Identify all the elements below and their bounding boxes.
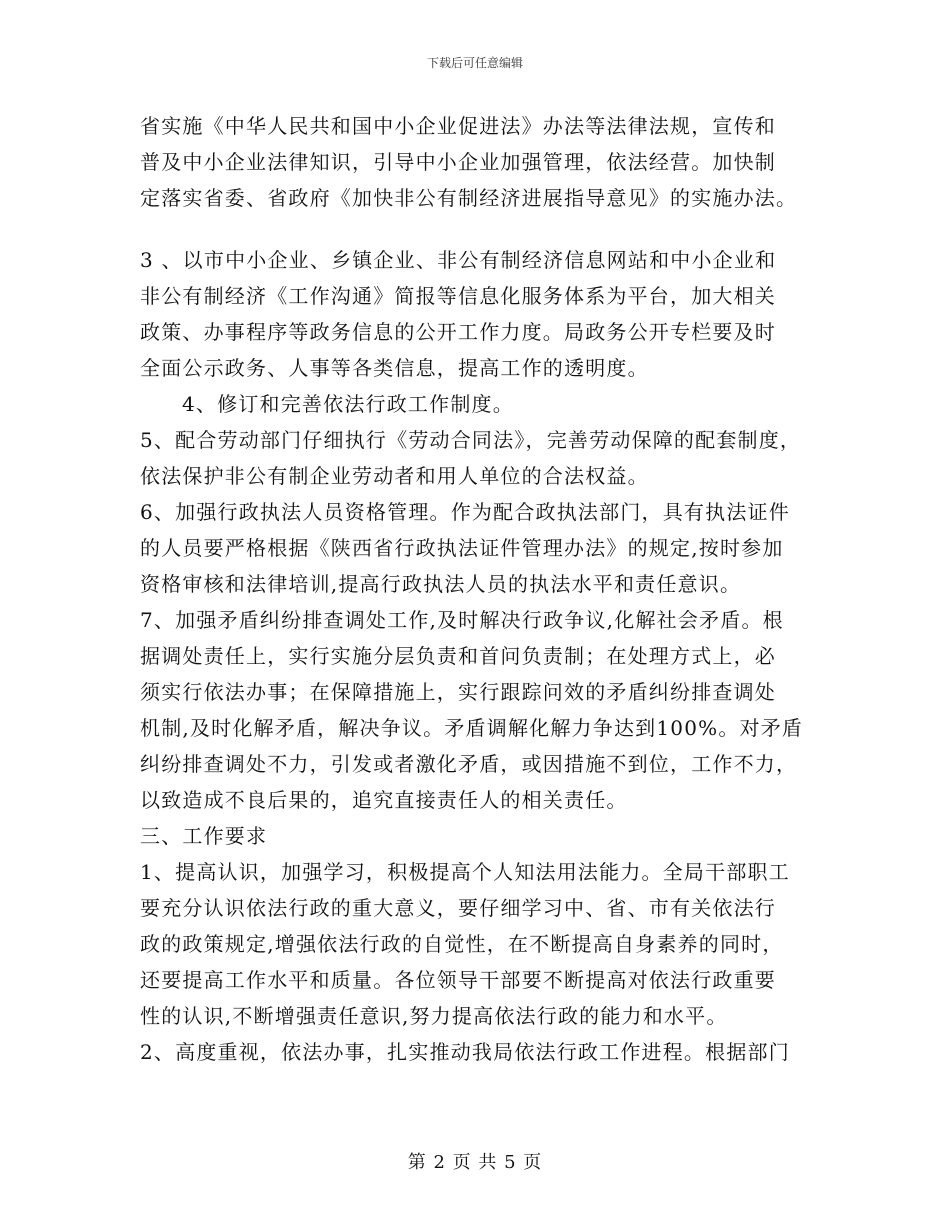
- text-line: 要充分认识依法行政的重大意义，要仔细学习中、省、市有关依法行: [140, 896, 776, 920]
- text-line: 依法保护非公有制企业劳动者和用人单位的合法权益。: [140, 464, 649, 488]
- text-line: 须实行依法办事；在保障措施上，实行跟踪问效的矛盾纠纷排查调处: [140, 680, 776, 704]
- text-line: 纠纷排查调处不力，引发或者激化矛盾，或因措施不到位，工作不力，: [140, 752, 798, 776]
- text-line: 以致造成不良后果的，追究直接责任人的相关责任。: [140, 788, 628, 812]
- section-heading: 三、工作要求: [140, 824, 268, 848]
- text-line: 全面公示政务、人事等各类信息，提高工作的透明度。: [140, 356, 649, 380]
- text-line: 非公有制经济《工作沟通》简报等信息化服务体系为平台，加大相关: [140, 284, 776, 308]
- text-line: 据调处责任上，实行实施分层负责和首问负责制；在处理方式上，必: [140, 644, 776, 668]
- text-line: 2、高度重视，依法办事，扎实推动我局依法行政工作进程。根据部门: [140, 1040, 790, 1064]
- page-number-footer: 第 2 页 共 5 页: [407, 1152, 543, 1173]
- text-line: 4、修订和完善依法行政工作制度。: [182, 392, 514, 416]
- text-line: 政的政策规定,增强依法行政的自觉性，在不断提高自身素养的同时，: [140, 932, 784, 956]
- text-line: 定落实省委、省政府《加快非公有制经济进展指导意见》的实施办法。: [140, 186, 798, 210]
- text-line: 6、加强行政执法人员资格管理。作为配合政执法部门，具有执法证件: [140, 500, 790, 524]
- text-line: 的人员要严格根据《陕西省行政执法证件管理办法》的规定,按时参加: [140, 536, 784, 560]
- text-line: 3 、以市中小企业、乡镇企业、非公有制经济信息网站和中小企业和: [140, 248, 777, 272]
- text-line: 5、配合劳动部门仔细执行《劳动合同法》，完善劳动保障的配套制度，: [140, 428, 802, 452]
- text-line: 1、提高认识，加强学习，积极提高个人知法用法能力。全局干部职工: [140, 860, 790, 884]
- text-line: 资格审核和法律培训,提高行政执法人员的执法水平和责任意识。: [140, 572, 742, 596]
- document-body: [140, 108, 820, 1070]
- text-line: 机制,及时化解矛盾，解决争议。矛盾调解化解力争达到100%。对矛盾: [140, 716, 804, 740]
- text-line: 普及中小企业法律知识，引导中小企业加强管理，依法经营。加快制: [140, 150, 776, 174]
- text-line: 政策、办事程序等政务信息的公开工作力度。局政务公开专栏要及时: [140, 320, 776, 344]
- text-line: 性的认识,不断增强责任意识,努力提高依法行政的能力和水平。: [140, 1004, 728, 1028]
- text-line: 省实施《中华人民共和国中小企业促进法》办法等法律法规，宣传和: [140, 114, 776, 138]
- text-line: 还要提高工作水平和质量。各位领导干部要不断提高对依法行政重要: [140, 968, 776, 992]
- page-header-note: 下载后可任意编辑: [426, 56, 523, 70]
- text-line: 7、加强矛盾纠纷排查调处工作,及时解决行政争议,化解社会矛盾。根: [140, 608, 784, 632]
